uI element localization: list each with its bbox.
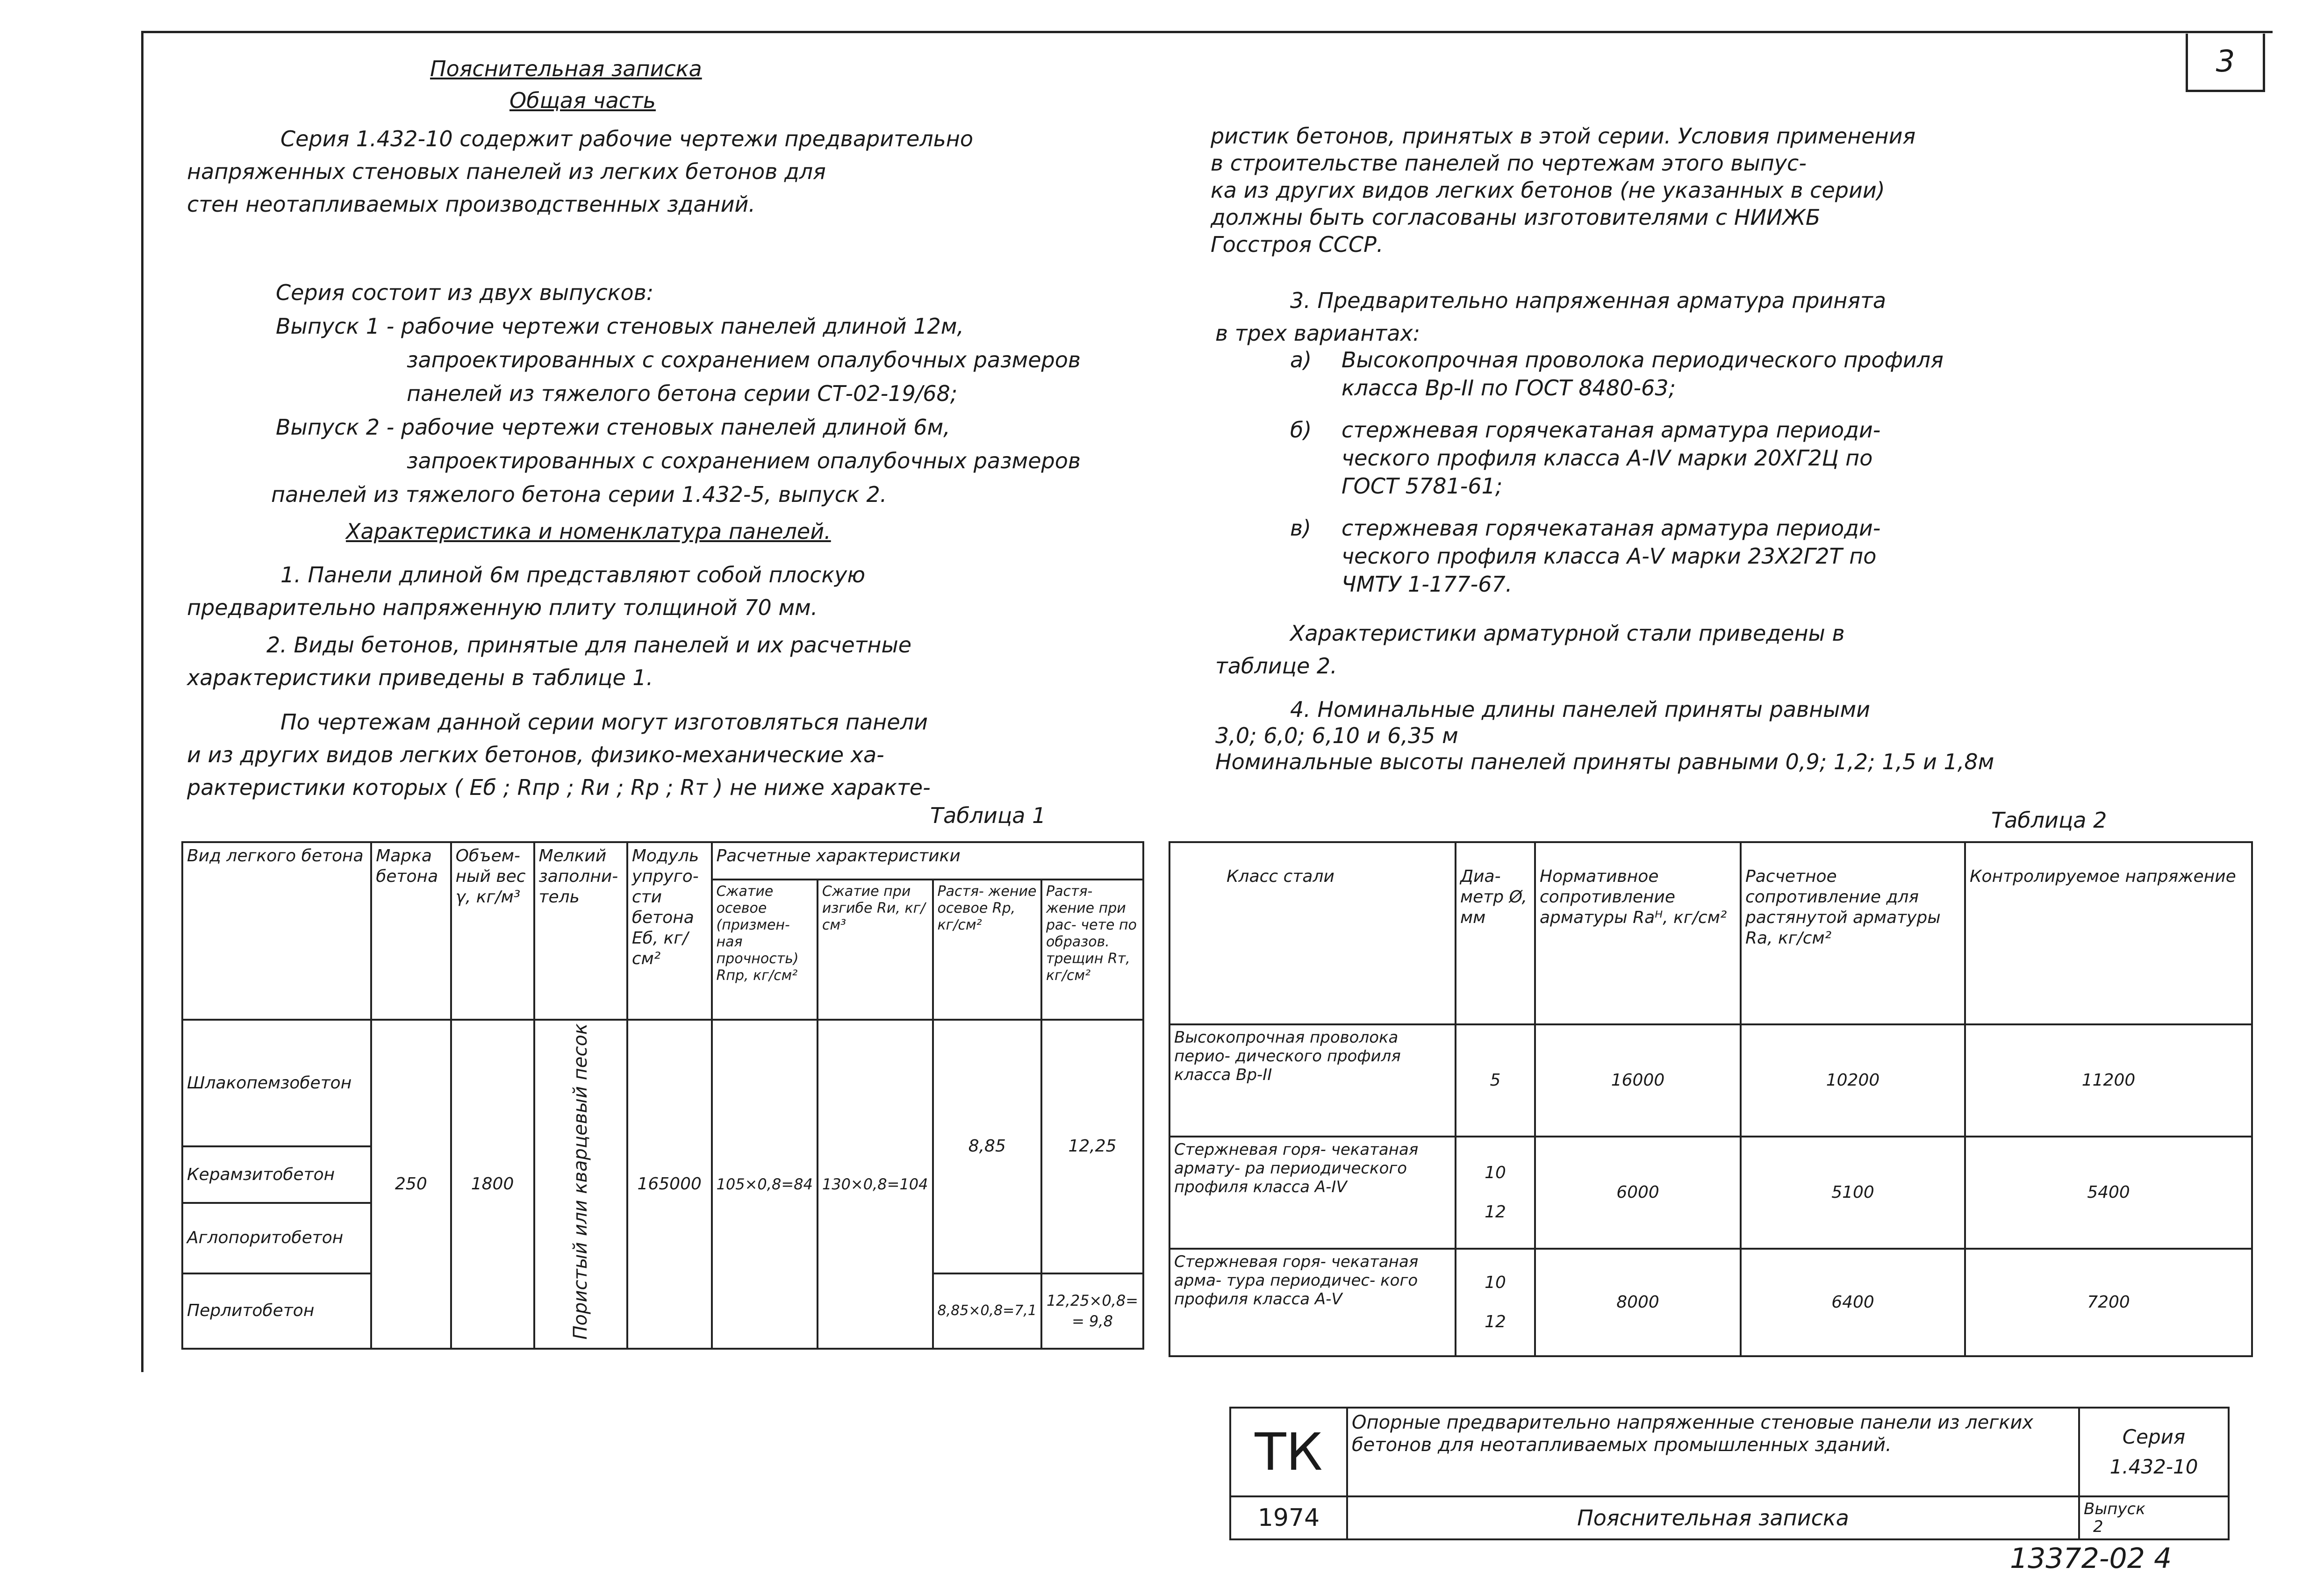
table-row [1169,1024,2252,1137]
table-row [182,1020,1143,1146]
variant-line: ГОСТ 5781-61; [1341,473,1503,499]
header-filler: Мелкий заполни- тель [534,842,627,1020]
filler-cell [534,1020,627,1349]
p3-line: и из других видов легких бетонов, физико-механические ха- [187,742,884,767]
steel-class: Высокопрочная проволока перио- дического профиля класса Вр-II [1169,1024,1456,1137]
issues-line: панелей из тяжелого бетона серии СТ-02-19/68; [407,381,958,406]
variant-c [1290,514,1880,598]
issues-line: Выпуск 1 - рабочие чертежи стеновых панелей длиной 12м, [276,314,964,339]
issues-line: Выпуск 2 - рабочие чертежи стеновых панелей длиной 6м, [276,415,950,440]
cont-line: должны быть согласованы изготовителями с НИИЖБ [1211,205,1821,230]
paragraph-reinforcement [1215,284,1886,350]
table-2 [1169,841,2253,1357]
p4-line: 4. Номинальные длины панелей приняты равными [1290,697,1871,722]
series-value: 1.432-10 [2109,1455,2198,1478]
frame-top-border [141,31,2273,33]
table-1 [181,841,1144,1350]
intro-line: Серия 1.432-10 содержит рабочие чертежи предварительно [280,126,973,151]
rp-value: 8,85 [933,1020,1042,1273]
table2-caption: Таблица 2 [1991,808,2107,833]
p3-line: По чертежам данной серии могут изготовляться панели [280,709,928,735]
header-rt: Растя- жение при рас- чете по образов. трещин Rт, кг/см² [1041,880,1143,1020]
steel-diameter-cell [1456,1249,1535,1356]
calculated-value: 6400 [1741,1249,1965,1356]
intro-line: стен неотапливаемых производственных зданий. [187,192,756,217]
page-title: Пояснительная записка [430,56,702,81]
issues-line: запроектированных с сохранением опалубочных размеров [407,347,1081,372]
header-type: Вид легкого бетона [182,842,371,1020]
header-grade: Марка бетона [371,842,451,1020]
issue-label: Выпуск [2084,1500,2145,1518]
variant-a [1290,346,1944,402]
steel-diameter: 5 [1456,1024,1535,1137]
section-characteristics-heading: Характеристика и номенклатура панелей. [346,519,831,544]
concrete-type: Керамзитобетон [182,1146,371,1203]
normative-value: 6000 [1535,1137,1741,1249]
concrete-weight: 1800 [451,1020,534,1349]
variant-line: ческого профиля класса А-V марки 23Х2Г2Т по [1341,544,1877,569]
table-row [1230,1496,2229,1539]
p2-line: 2. Виды бетонов, принятые для панелей и их расчетные [266,632,912,658]
series-label: Серия [2122,1425,2186,1448]
section-general-heading: Общая часть [509,88,656,113]
variant-line: стержневая горячекатаная арматура периоди- [1341,417,1881,443]
steel-diameter: 10 [1485,1163,1506,1182]
header-modulus: Модуль упруго- сти бетона Eб, кг/см² [627,842,712,1020]
intro-paragraph [187,122,973,221]
issues-line: Серия состоит из двух выпусков: [276,280,654,305]
table-row [182,842,1143,880]
steel-diameter-cell [1456,1137,1535,1249]
steel-diameter: 12 [1485,1312,1506,1331]
controlled-value: 11200 [1965,1024,2252,1137]
issue-value: 2 [2093,1517,2103,1536]
p2-line: характеристики приведены в таблице 1. [187,665,653,690]
variant-marker: б) [1290,417,1312,443]
table-row [1169,1249,2252,1356]
variant-marker: а) [1290,347,1312,372]
table-row [1169,842,2252,1024]
variant-marker: в) [1290,515,1312,541]
steel-diameter: 10 [1485,1273,1506,1292]
cont-line: в строительстве панелей по чертежам этого выпус- [1211,150,1807,176]
cont-line: ка из других видов легких бетонов (не указанных в серии) [1211,178,1885,203]
header-rpr: Сжатие осевое (призмен- ная прочность) Rпр, кг/см² [712,880,818,1020]
ri-value: 130×0,8=104 [818,1020,933,1349]
p4-line: 3,0; 6,0; 6,10 и 6,35 м [1215,723,1458,748]
issues-line: запроектированных с сохранением опалубочных размеров [407,448,1081,473]
header-calculated: Расчетное сопротивление для растянутой арматуры Rа, кг/см² [1741,842,1965,1024]
rt-perlite-value: 12,25×0,8= = 9,8 [1041,1273,1143,1349]
controlled-value: 7200 [1965,1249,2252,1356]
steel-class: Стержневая горя- чекатаная арма- тура периодичес- кого профиля класса А-V [1169,1249,1456,1356]
pchar-line: Характеристики арматурной стали приведены в [1290,621,1845,646]
normative-value: 16000 [1535,1024,1741,1137]
stamp-doc-title: Пояснительная записка [1347,1496,2079,1539]
issues-paragraph [271,276,1081,511]
archive-number: 13372-02 4 [2010,1542,2172,1575]
sheet-number: 3 [2186,34,2265,92]
concrete-type: Перлитобетон [182,1273,371,1349]
concrete-type: Аглопоритобетон [182,1203,371,1273]
paragraph-steel-char [1215,617,1845,682]
paragraph-dimensions [1215,696,1994,775]
header-normative: Нормативное сопротивление арматуры Rаᴴ, кг/см² [1535,842,1741,1024]
table1-caption: Таблица 1 [930,803,1046,828]
title-block [1229,1407,2230,1540]
header-rp: Растя- жение осевое Rр, кг/см² [933,880,1042,1020]
cont-line: ристик бетонов, принятых в этой серии. Условия применения [1211,123,1916,149]
calculated-value: 10200 [1741,1024,1965,1137]
header-controlled: Контролируемое напряжение [1965,842,2252,1024]
intro-line: напряженных стеновых панелей из легких бетонов для [187,159,826,184]
rt-value: 12,25 [1041,1020,1143,1273]
variant-line: ческого профиля класса А-IV марки 20ХГ2Ц по [1341,445,1873,471]
variant-b [1290,416,1880,500]
variant-line: класса Вр-II по ГОСТ 8480-63; [1341,375,1676,401]
concrete-type: Шлакопемзобетон [182,1020,371,1146]
variant-line: ЧМТУ 1-177-67. [1341,572,1513,597]
p3r-line: 3. Предварительно напряженная арматура принята [1290,288,1886,313]
table-row [1169,1137,2252,1249]
p1-line: 1. Панели длиной 6м представляют собой плоскую [280,562,866,587]
steel-diameter: 12 [1485,1202,1506,1222]
p4-line: Номинальные высоты панелей приняты равными 0,9; 1,2; 1,5 и 1,8м [1215,749,1994,774]
paragraph-3 [187,706,931,804]
issues-line: панелей из тяжелого бетона серии 1.432-5, выпуск 2. [271,482,887,507]
filler-text: Пористый или кварцевый песок [570,1023,592,1340]
header-class: Класс стали [1169,842,1456,1024]
modulus-value: 165000 [627,1020,712,1349]
header-diameter: Диа- метр Ø, мм [1456,842,1535,1024]
pchar-line: таблице 2. [1215,653,1337,679]
issue-cell [2079,1496,2229,1539]
header-ri: Сжатие при изгибе Rи, кг/см³ [818,880,933,1020]
tk-logo: ТК [1230,1408,1347,1496]
paragraph-1 [187,558,865,624]
rp-perlite-value: 8,85×0,8=7,1 [933,1273,1042,1349]
normative-value: 8000 [1535,1249,1741,1356]
stamp-year: 1974 [1230,1496,1347,1539]
cont-line: Госстроя СССР. [1211,232,1384,257]
series-cell [2079,1408,2229,1496]
continuation-paragraph [1211,122,1915,258]
variant-line: стержневая горячекатаная арматура периоди- [1341,515,1881,541]
rpr-value: 105×0,8=84 [712,1020,818,1349]
header-weight: Объем- ный вес γ, кг/м³ [451,842,534,1020]
controlled-value: 5400 [1965,1137,2252,1249]
p1-line: предварительно напряженную плиту толщиной 70 мм. [187,595,818,620]
frame-left-border [141,31,143,1372]
table-row [1230,1408,2229,1496]
paragraph-2 [187,629,911,694]
concrete-grade: 250 [371,1020,451,1349]
calculated-value: 5100 [1741,1137,1965,1249]
variant-line: Высокопрочная проволока периодического профиля [1341,347,1944,372]
header-calc: Расчетные характеристики [712,842,1143,880]
stamp-description: Опорные предварительно напряженные стеновые панели из легких бетонов для неотапливаемых промышленных зданий. [1347,1408,2079,1496]
p3r-line: в трех вариантах: [1215,321,1420,346]
steel-class: Стержневая горя- чекатаная армату- ра периодического профиля класса А-IV [1169,1137,1456,1249]
p3-line: рактеристики которых ( Eб ; Rпр ; Rи ; Rр ; Rт ) не ниже характе- [187,775,931,800]
